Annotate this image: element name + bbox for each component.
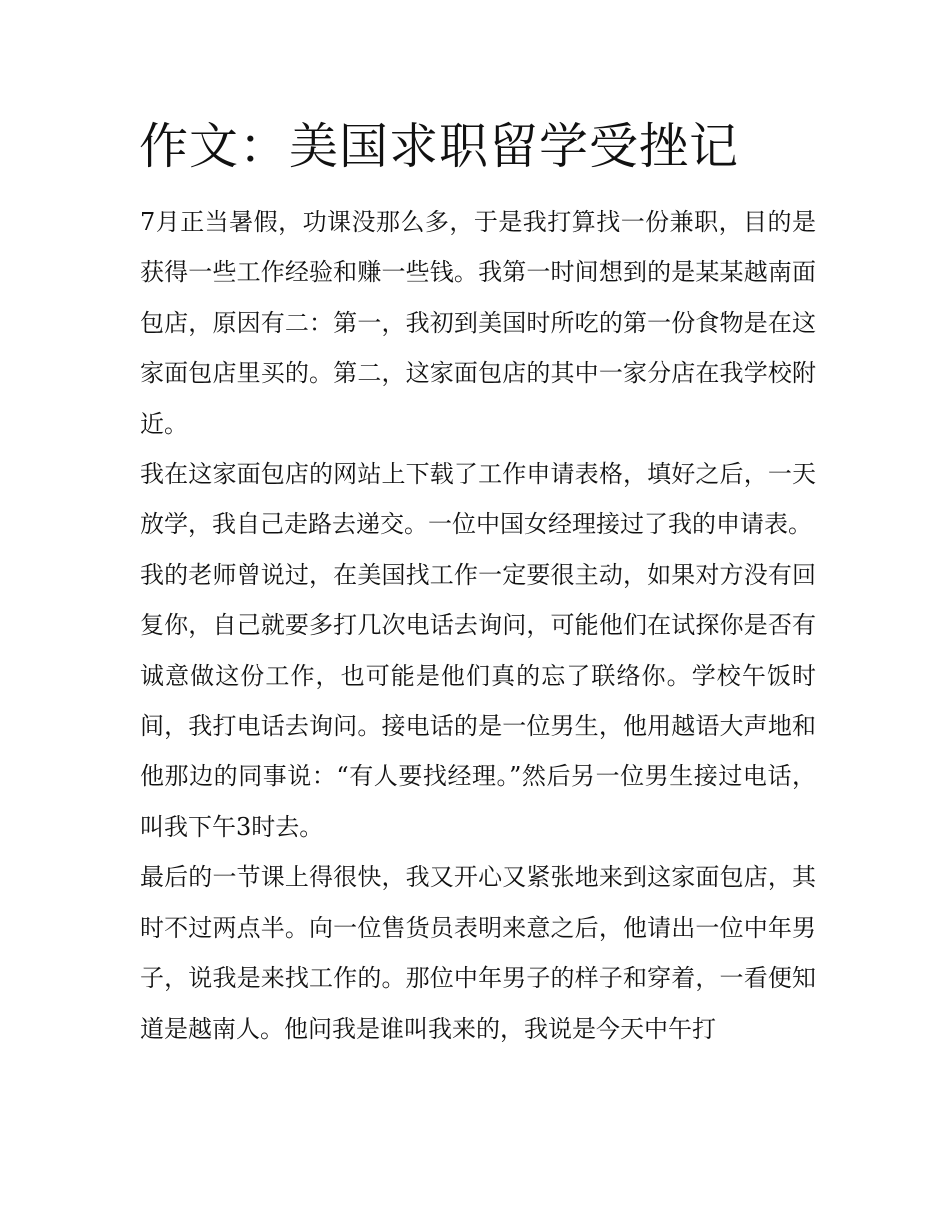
paragraph-2: 我在这家面包店的网站上下载了工作申请表格，填好之后，一天放学，我自己走路去递交。一位中国女经理接过了我的申请表。 xyxy=(140,460,816,539)
document-body xyxy=(140,197,816,1054)
paragraph-3: 我的老师曾说过，在美国找工作一定要很主动，如果对方没有回复你，自己就要多打几次电话去询问，可能他们在试探你是否有诚意做这份工作，也可能是他们真的忘了联络你。学校午饭时间，我打电话去询问。接电话的是一位男生，他用越语大声地和他那边的同事说：“有人要找经理。”然后另一位男生接过电话，叫我下午3时去。 xyxy=(140,560,816,841)
document-title: 作文：美国求职留学受挫记 xyxy=(139,118,740,175)
paragraph-4: 最后的一节课上得很快，我又开心又紧张地来到这家面包店，其时不过两点半。向一位售货员表明来意之后，他请出一位中年男子，说我是来找工作的。那位中年男子的样子和穿着，一看便知道是越南人。他问我是谁叫我来的，我说是今天中午打 xyxy=(140,863,816,1043)
paragraph-1: 7月正当暑假，功课没那么多，于是我打算找一份兼职，目的是获得一些工作经验和赚一些钱。我第一时间想到的是某某越南面包店，原因有二：第一，我初到美国时所吃的第一份食物是在这家面包店里买的。第二，这家面包店的其中一家分店在我学校附近。 xyxy=(140,208,816,438)
